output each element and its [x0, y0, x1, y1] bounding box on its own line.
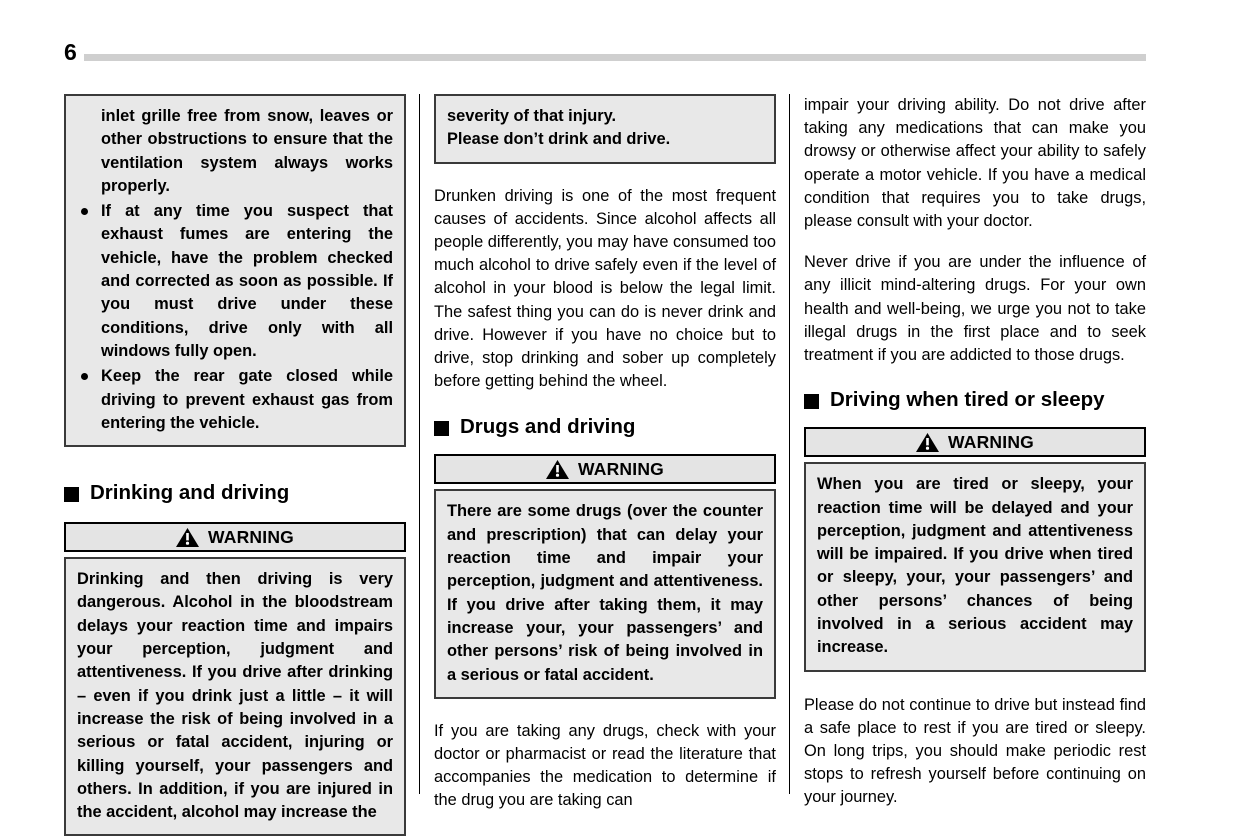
round-bullet-icon	[81, 208, 88, 215]
warning-label: WARNING	[948, 431, 1034, 452]
section-heading-label: Drugs and driving	[460, 415, 636, 439]
exhaust-caution-box	[64, 94, 406, 447]
section-heading-label: Driving when tired or sleepy	[830, 388, 1105, 412]
black-square-bullet-icon	[434, 421, 449, 436]
warning-body-drugs	[434, 489, 776, 698]
black-square-bullet-icon	[64, 487, 79, 502]
column-1	[64, 94, 406, 822]
warning-body-text: When you are tired or sleepy, your reaction time will be delayed and your perception, judgment and attentiveness will be impaired. If you drive when tired or sleepy, your, your passengers’ and other persons’ chances of being involved in a serious accident may increase.	[817, 475, 1133, 657]
warning-body-drinking	[64, 557, 406, 836]
section-heading-drugs-and-driving	[434, 415, 776, 439]
list-item	[77, 365, 393, 435]
paragraph-taking-drugs: If you are taking any drugs, check with your doctor or pharmacist or read the literature that accompanies the medication to determine if the drug you are taking can	[434, 721, 776, 810]
paragraph-drunken-driving: Drunken driving is one of the most frequent causes of accidents. Since alcohol affects all people differently, you may have consumed too much alcohol to drive safely even if the level of alcohol in your blood is below the legal limit. The safest thing you can do is never drink and drive. However if you have no choice but to drive, stop drinking and sober up completely before getting behind the wheel.	[434, 186, 776, 391]
list-item-text: If at any time you suspect that exhaust fumes are entering the vehicle, have the problem checked and corrected as soon as possible. If you must drive under these conditions, drive only with all windows fully open.	[101, 202, 393, 360]
page-header	[64, 40, 1146, 68]
section-heading-drinking-and-driving	[64, 481, 406, 505]
paragraph-illicit-drugs: Never drive if you are under the influence of any illicit mind-altering drugs. For your own health and well-being, we urge you not to take illegal drugs in the first place and to seek treatment if you are addicted to those drugs.	[804, 253, 1146, 365]
black-square-bullet-icon	[804, 394, 819, 409]
drinking-warning-continued-box	[434, 94, 776, 164]
paragraph-impair-driving-ability: impair your driving ability. Do not drive after taking any medications that can make you drowsy or otherwise affect your ability to safely operate a motor vehicle. If you have a medical condition that requires you to take drugs, please consult with your doctor.	[804, 96, 1146, 231]
warning-triangle-icon	[176, 528, 199, 547]
warning-triangle-icon	[916, 433, 939, 452]
header-rule	[84, 54, 1146, 61]
section-heading-driving-when-tired	[804, 388, 1146, 412]
paragraph-rest-stops: Please do not continue to drive but instead find a safe place to rest if you are tired or sleepy. On long trips, you should make periodic rest stops to refresh yourself before continuing on your journey.	[804, 695, 1146, 807]
section-heading-label: Drinking and driving	[90, 481, 290, 505]
three-column-layout	[64, 94, 1146, 822]
warning-triangle-icon	[546, 460, 569, 479]
list-item-text: Keep the rear gate closed while driving to prevent exhaust gas from entering the vehicle.	[101, 367, 393, 432]
round-bullet-icon	[81, 373, 88, 380]
warning-body-text: Drinking and then driving is very dangerous. Alcohol in the bloodstream delays your reaction time and impairs your perception, judgment and attentiveness. If you drive after drinking – even if you drink just a little – it will increase the risk of being involved in a serious or fatal accident, injuring or killing yourself, your passengers and others. In addition, if you are injured in the accident, alcohol may increase the	[77, 570, 393, 822]
exhaust-intro-text: inlet grille free from snow, leaves or other obstructions to ensure that the ventilation system always works properly.	[101, 107, 393, 195]
column-divider-1	[406, 94, 434, 794]
page-number: 6	[64, 39, 77, 65]
list-item	[77, 200, 393, 363]
column-2	[434, 94, 776, 810]
exhaust-bullet-list	[77, 200, 393, 435]
warning-header-drinking	[64, 522, 406, 552]
continued-line-2: Please don’t drink and drive.	[447, 130, 671, 149]
warning-label: WARNING	[578, 458, 664, 479]
column-divider-2	[776, 94, 804, 794]
warning-body-text: There are some drugs (over the counter and prescription) that can delay your reaction time and impair your perception, judgment and attentiveness. If you drive after taking them, it may increase your, your passengers’ and other persons’ risk of being involved in a serious or fatal accident.	[447, 502, 763, 684]
continued-line-1: severity of that injury.	[447, 107, 617, 125]
warning-header-drugs	[434, 454, 776, 484]
warning-body-tired	[804, 462, 1146, 671]
column-3	[804, 94, 1146, 807]
warning-label: WARNING	[208, 526, 294, 547]
warning-header-tired	[804, 427, 1146, 457]
